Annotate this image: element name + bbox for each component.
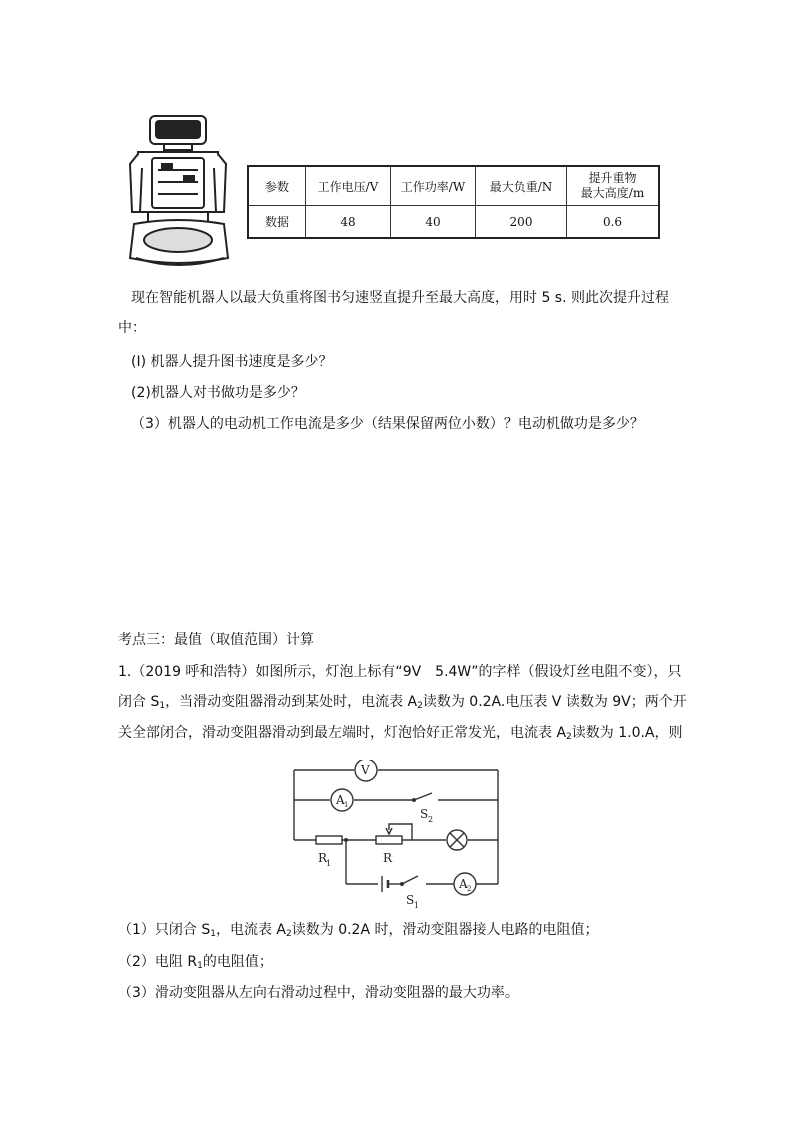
section3-question-3: （3）滑动变阻器从左向右滑动过程中，滑动变阻器的最大功率。: [118, 985, 519, 1001]
section-heading: 考点三：最值（取值范围）计算: [118, 632, 314, 648]
ammeter1-sub: 1: [344, 801, 349, 809]
text-segment: 读数为 0.2A 时，滑动变阻器接人电路的电阻值；: [291, 922, 599, 938]
ammeter1-label: A: [336, 793, 345, 807]
subscript: 2: [566, 732, 572, 742]
robot-illustration: [124, 112, 236, 272]
switch1-label: S: [406, 893, 415, 907]
text-segment: ，当滑动变阻器滑动到某处时，电流表 A: [165, 694, 418, 710]
subscript: 1: [210, 929, 216, 939]
question-1: (Ⅰ) 机器人提升图书速度是多少？: [131, 354, 333, 370]
subscript: 1: [197, 961, 203, 971]
problem-intro-line1: 现在智能机器人以最大负重将图书匀速竖直提升至最大高度，用时 5 s. 则此次提升过程: [131, 290, 669, 306]
section3-question-1: [118, 920, 599, 940]
header-line: 提升重物: [588, 171, 637, 185]
text-segment: 关全部闭合，滑动变阻器滑动到最左端时，灯泡恰好正常发光，电流表 A: [118, 725, 567, 741]
table-header-cell: 参数: [248, 166, 306, 206]
table-cell: 数据: [248, 206, 306, 239]
text-segment: （1）只闭合 S: [118, 922, 211, 938]
table-cell: 200: [476, 206, 567, 239]
table-row: [248, 166, 659, 206]
circuit-diagram: [286, 760, 506, 910]
switch2-label: S: [420, 807, 429, 821]
problem-intro-line2: 中：: [118, 320, 146, 336]
table-header-cell: [567, 166, 660, 206]
switch1-sub: 1: [414, 901, 420, 910]
table-header-cell: 最大负重/N: [476, 166, 567, 206]
ammeter2-label: A: [459, 877, 468, 891]
voltmeter-label: V: [361, 763, 370, 777]
table-row: [248, 206, 659, 239]
subscript: 2: [417, 701, 423, 711]
table-cell: 48: [306, 206, 391, 239]
rheostat-label: R: [383, 851, 393, 865]
question-2: (2)机器人对书做功是多少？: [131, 385, 305, 401]
text-segment: 的电阻值；: [202, 954, 273, 970]
problem-line3: [118, 723, 683, 743]
switch2-sub: 2: [428, 815, 434, 824]
text-segment: ，电流表 A: [215, 922, 287, 938]
question-3: （3）机器人的电动机工作电流是多少（结果保留两位小数）？电动机做功是多少？: [131, 416, 644, 432]
text-segment: 读数为 0.2A.电压表 V 读数为 9V；两个开: [422, 694, 687, 710]
text-segment: 闭合 S: [118, 694, 160, 710]
parameter-table: [247, 165, 660, 239]
resistor1-label: R: [318, 851, 328, 865]
table-cell: 0.6: [567, 206, 660, 239]
header-line: 最大高度/m: [580, 186, 645, 200]
text-segment: （2）电阻 R: [118, 954, 198, 970]
table-header-cell: 工作功率/W: [391, 166, 476, 206]
table-header-cell: 工作电压/V: [306, 166, 391, 206]
problem-line1: 1.（2019 呼和浩特）如图所示，灯泡上标有“9V 5.4W”的字样（假设灯丝电阻不变），只: [118, 664, 682, 680]
resistor1-sub: 1: [326, 859, 332, 868]
ammeter2-sub: 2: [467, 885, 472, 893]
section3-question-2: [118, 952, 273, 972]
subscript: 2: [286, 929, 292, 939]
table-cell: 40: [391, 206, 476, 239]
problem-line2: [118, 692, 687, 712]
text-segment: 读数为 1.0.A，则: [571, 725, 683, 741]
subscript: 1: [159, 701, 166, 711]
